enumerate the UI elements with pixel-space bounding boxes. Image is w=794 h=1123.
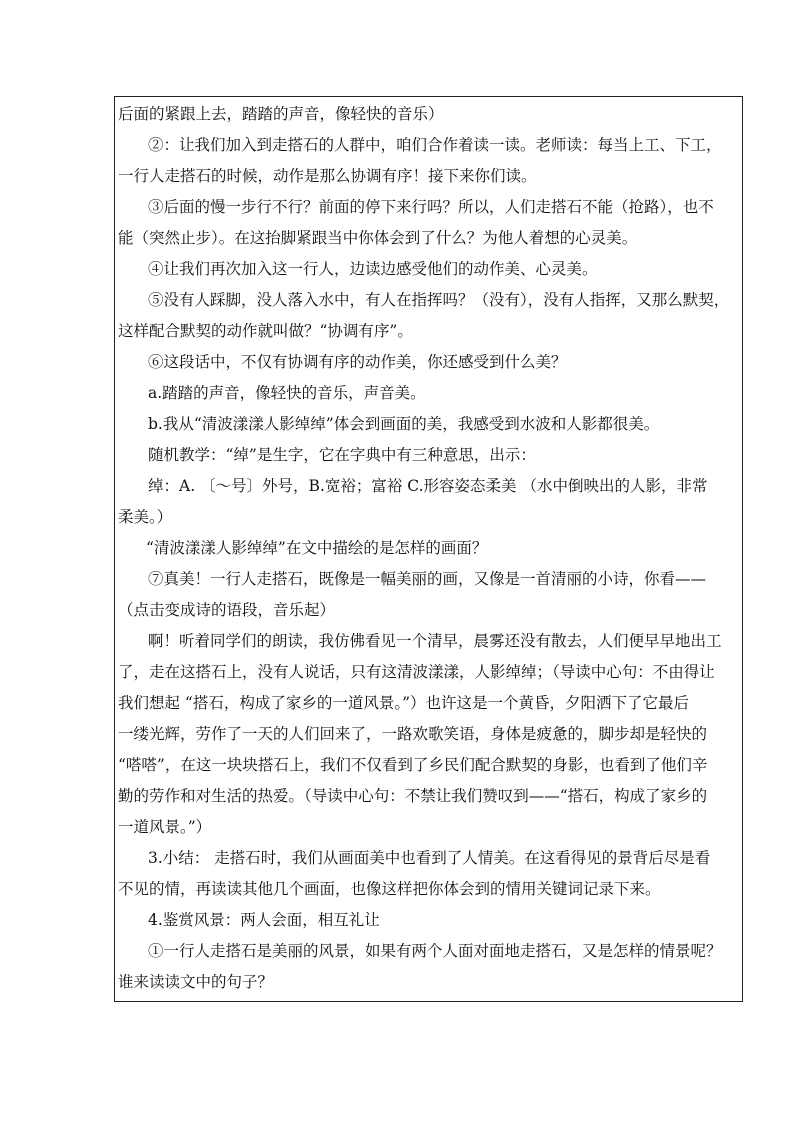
text-line: 一缕光辉，劳作了一天的人们回来了，一路欢歌笑语，身体是疲惫的，脚步却是轻快的: [118, 725, 708, 743]
text-line: 勤的劳作和对生活的热爱。（导读中心句：不禁让我们赞叹到——“搭石，构成了家乡的: [118, 787, 708, 805]
text-line: “嗒嗒”，在这一块块搭石上，我们不仅看到了乡民们配合默契的身影，也看到了他们辛: [118, 756, 708, 774]
text-line: 这样配合默契的动作就叫做？“协调有序”。: [118, 322, 413, 340]
lesson-plan-text: [118, 99, 742, 998]
text-line: 一行人走搭石的时候，动作是那么协调有序！接下来你们读。: [118, 167, 537, 185]
text-line: 了，走在这搭石上，没有人说话，只有这清波漾漾，人影绰绰；（导读中心句：不由得让: [118, 663, 715, 681]
text-line: 随机教学：“绰”是生字，它在字典中有三种意思，出示：: [148, 446, 536, 464]
text-line: a.踏踏的声音，像轻快的音乐，声音美。: [148, 384, 426, 402]
text-line: （点击变成诗的语段，音乐起）: [118, 601, 336, 619]
text-line: 绰：A. 〔～号〕外号，B.宽裕；富裕 C.形容姿态柔美 （水中倒映出的人影，非常: [148, 477, 708, 495]
text-line: 谁来读读文中的句子？: [118, 973, 274, 991]
text-line: 3.小结： 走搭石时，我们从画面美中也看到了人情美。在这看得见的景背后尽是看: [148, 849, 711, 867]
text-line: 我们想起 “搭石，构成了家乡的一道风景。”）也许这是一个黄昏，夕阳洒下了它最后: [118, 694, 690, 712]
text-line: ②：让我们加入到走搭石的人群中，咱们合作着读一读。老师读：每当上工、下工，: [148, 136, 722, 154]
text-line: ③后面的慢一步行不行？前面的停下来行吗？所以，人们走搭石不能（抢路），也不: [148, 198, 714, 216]
text-line: 柔美。）: [118, 508, 173, 526]
text-line: ①一行人走搭石是美丽的风景，如果有两个人面对面地走搭石，又是怎样的情景呢？: [148, 942, 722, 960]
text-line: “清波漾漾人影绰绰”在文中描绘的是怎样的画面？: [146, 539, 488, 557]
text-line: b.我从“清波漾漾人影绰绰”体会到画面的美，我感受到水波和人影都很美。: [148, 415, 660, 433]
text-line: ⑤没有人踩脚，没人落入水中，有人在指挥吗？（没有），没有人指挥，又那么默契，: [148, 291, 730, 309]
text-line: 啊！听着同学们的朗读，我仿佛看见一个清早，晨雾还没有散去，人们便早早地出工: [148, 632, 722, 650]
text-line: 能（突然止步）。在这抬脚紧跟当中你体会到了什么？为他人着想的心灵美。: [118, 229, 638, 247]
text-line: ④让我们再次加入这一行人，边读边感受他们的动作美、心灵美。: [148, 260, 598, 278]
text-line: 不见的情，再读读其他几个画面，也像这样把你体会到的情用关键词记录下来。: [118, 880, 661, 898]
text-line: ⑦真美！一行人走搭石，既像是一幅美丽的画，又像是一首清丽的小诗，你看——: [148, 570, 707, 588]
text-line: 后面的紧跟上去，踏踏的声音，像轻快的音乐）: [118, 105, 444, 123]
text-line: 4.鉴赏风景：两人会面，相互礼让: [148, 911, 380, 929]
text-line: 一道风景。”）: [118, 818, 212, 836]
text-line: ⑥这段话中，不仅有协调有序的动作美，你还感受到什么美？: [148, 353, 567, 371]
